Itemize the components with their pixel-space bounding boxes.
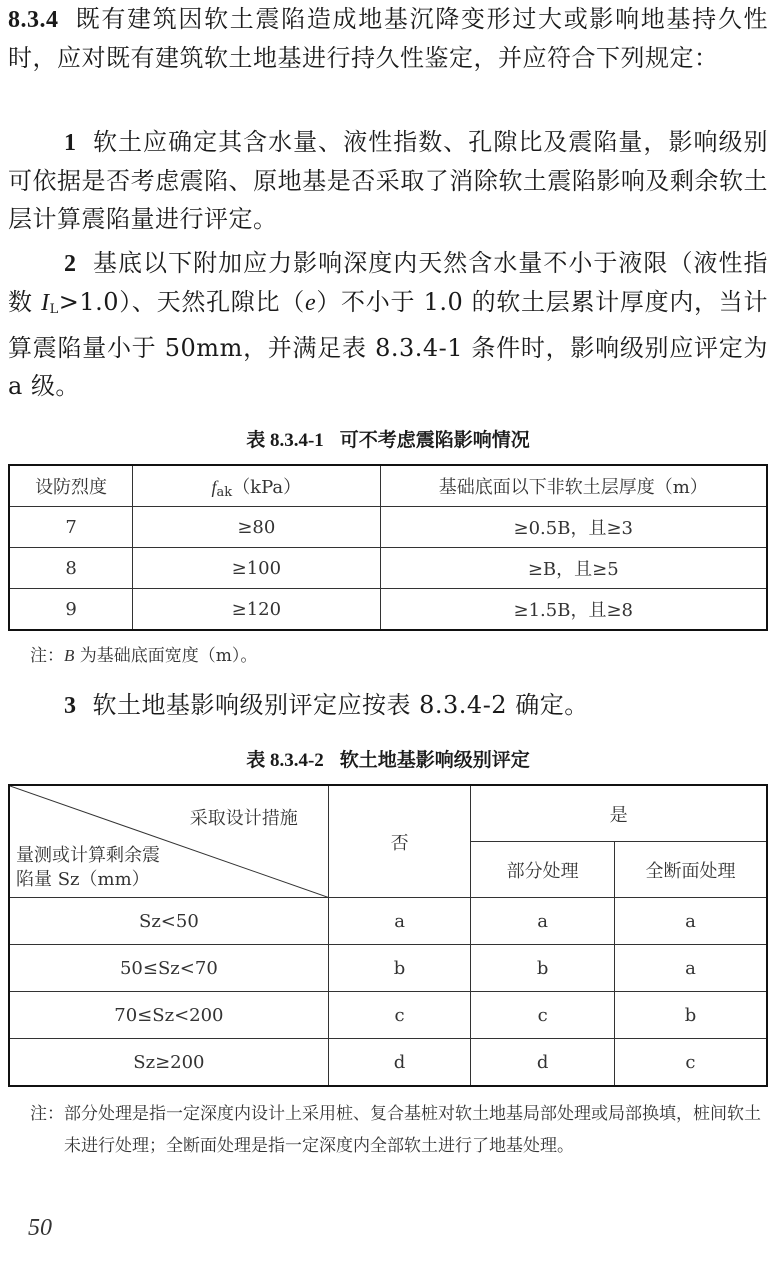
note-text: 部分处理是指一定深度内设计上采用桩、复合基桩对软土地基局部处理或局部换填，桩间软土未进行处理；全断面处理是指一定深度内全部软土进行了地基处理。	[64, 1104, 761, 1156]
item-2-paragraph	[8, 244, 768, 405]
cell-no: d	[328, 1039, 471, 1087]
item-text-c: ）不小于 1.0 的软土层累计厚度内，当计算震陷量小于 50mm，并满足表 8.3.4-1 条件时，影响级别应评定为 a 级。	[8, 288, 768, 400]
table1-note	[30, 640, 257, 672]
table-row	[9, 898, 767, 945]
item-3-paragraph	[8, 686, 768, 725]
header-thickness: 基础底面以下非软土层厚度（m）	[380, 465, 767, 507]
item-text: 软土地基影响级别评定应按表 8.3.4-2 确定。	[92, 691, 589, 719]
header-fak	[133, 465, 380, 507]
page-number: 50	[28, 1215, 52, 1241]
table-row	[9, 548, 767, 589]
cell-no: b	[328, 945, 471, 992]
liquidity-index-symbol: I	[41, 290, 50, 316]
note-symbol: B	[64, 646, 75, 665]
item-text-b: >1.0）、天然孔隙比（	[58, 288, 305, 316]
header-settlement-line2: 陷量 Sz（mm）	[16, 869, 150, 890]
table-8-3-4-2	[8, 784, 768, 1087]
cell-partial: c	[471, 992, 615, 1039]
cell-intensity: 7	[9, 507, 133, 548]
table1-caption-number: 表 8.3.4-1	[246, 430, 324, 451]
table-header-row	[9, 465, 767, 507]
liquidity-index-subscript: L	[49, 302, 59, 317]
cell-fak: ≥100	[133, 548, 380, 589]
header-design-measures: 采取设计措施	[189, 808, 298, 829]
item-number: 3	[64, 693, 77, 719]
table-header-row	[9, 785, 767, 842]
cell-thickness: ≥B，且≥5	[380, 548, 767, 589]
cell-fak: ≥120	[133, 589, 380, 631]
table-row	[9, 589, 767, 631]
table1-caption	[0, 425, 776, 452]
item-number: 1	[64, 130, 77, 156]
cell-full: c	[614, 1039, 767, 1087]
item-number: 2	[64, 251, 77, 277]
header-no: 否	[328, 785, 471, 898]
cell-partial: b	[471, 945, 615, 992]
cell-range: Sz<50	[9, 898, 328, 945]
header-intensity: 设防烈度	[9, 465, 133, 507]
section-paragraph	[8, 0, 768, 77]
cell-full: a	[614, 898, 767, 945]
fak-symbol: f	[211, 476, 217, 497]
table2-note	[30, 1098, 770, 1162]
table2-caption	[0, 745, 776, 772]
cell-no: a	[328, 898, 471, 945]
cell-intensity: 9	[9, 589, 133, 631]
item-text: 软土应确定其含水量、液性指数、孔隙比及震陷量，影响级别可依据是否考虑震陷、原地基是否采取了消除软土震陷影响及剩余软土层计算震陷量进行评定。	[8, 128, 768, 233]
cell-thickness: ≥1.5B，且≥8	[380, 589, 767, 631]
fak-unit: （kPa）	[232, 476, 302, 498]
table-row	[9, 945, 767, 992]
item-text-a: 基底以下附加应力影响深度内天然含水量不小于液限（液性指数	[8, 249, 768, 316]
cell-fak: ≥80	[133, 507, 380, 548]
cell-range: Sz≥200	[9, 1039, 328, 1087]
header-yes: 是	[471, 785, 767, 842]
item-1-paragraph	[8, 123, 768, 238]
header-settlement	[16, 844, 160, 892]
cell-full: a	[614, 945, 767, 992]
section-number: 8.3.4	[8, 7, 59, 33]
cell-range: 50≤Sz<70	[9, 945, 328, 992]
table-8-3-4-1	[8, 464, 768, 631]
table1-caption-title: 可不考虑震陷影响情况	[339, 429, 530, 451]
cell-partial: d	[471, 1039, 615, 1087]
header-settlement-line1: 量测或计算剩余震	[16, 845, 160, 866]
cell-thickness: ≥0.5B，且≥3	[380, 507, 767, 548]
cell-range: 70≤Sz<200	[9, 992, 328, 1039]
note-prefix: 注：	[30, 1104, 64, 1124]
fak-subscript: ak	[216, 484, 233, 500]
header-partial: 部分处理	[471, 842, 615, 898]
cell-full: b	[614, 992, 767, 1039]
table2-caption-title: 软土地基影响级别评定	[339, 749, 530, 771]
table-row	[9, 1039, 767, 1087]
note-prefix: 注：	[30, 646, 64, 666]
cell-no: c	[328, 992, 471, 1039]
table2-caption-number: 表 8.3.4-2	[246, 750, 324, 771]
section-text: 既有建筑因软土震陷造成地基沉降变形过大或影响地基持久性时，应对既有建筑软土地基进行持久性鉴定，并应符合下列规定：	[8, 5, 768, 72]
cell-intensity: 8	[9, 548, 133, 589]
table-row	[9, 992, 767, 1039]
header-full: 全断面处理	[614, 842, 767, 898]
void-ratio-symbol: e	[304, 290, 317, 316]
table-row	[9, 507, 767, 548]
note-text: 为基础底面宽度（m）。	[74, 646, 258, 666]
cell-partial: a	[471, 898, 615, 945]
diagonal-header-cell	[9, 785, 328, 898]
